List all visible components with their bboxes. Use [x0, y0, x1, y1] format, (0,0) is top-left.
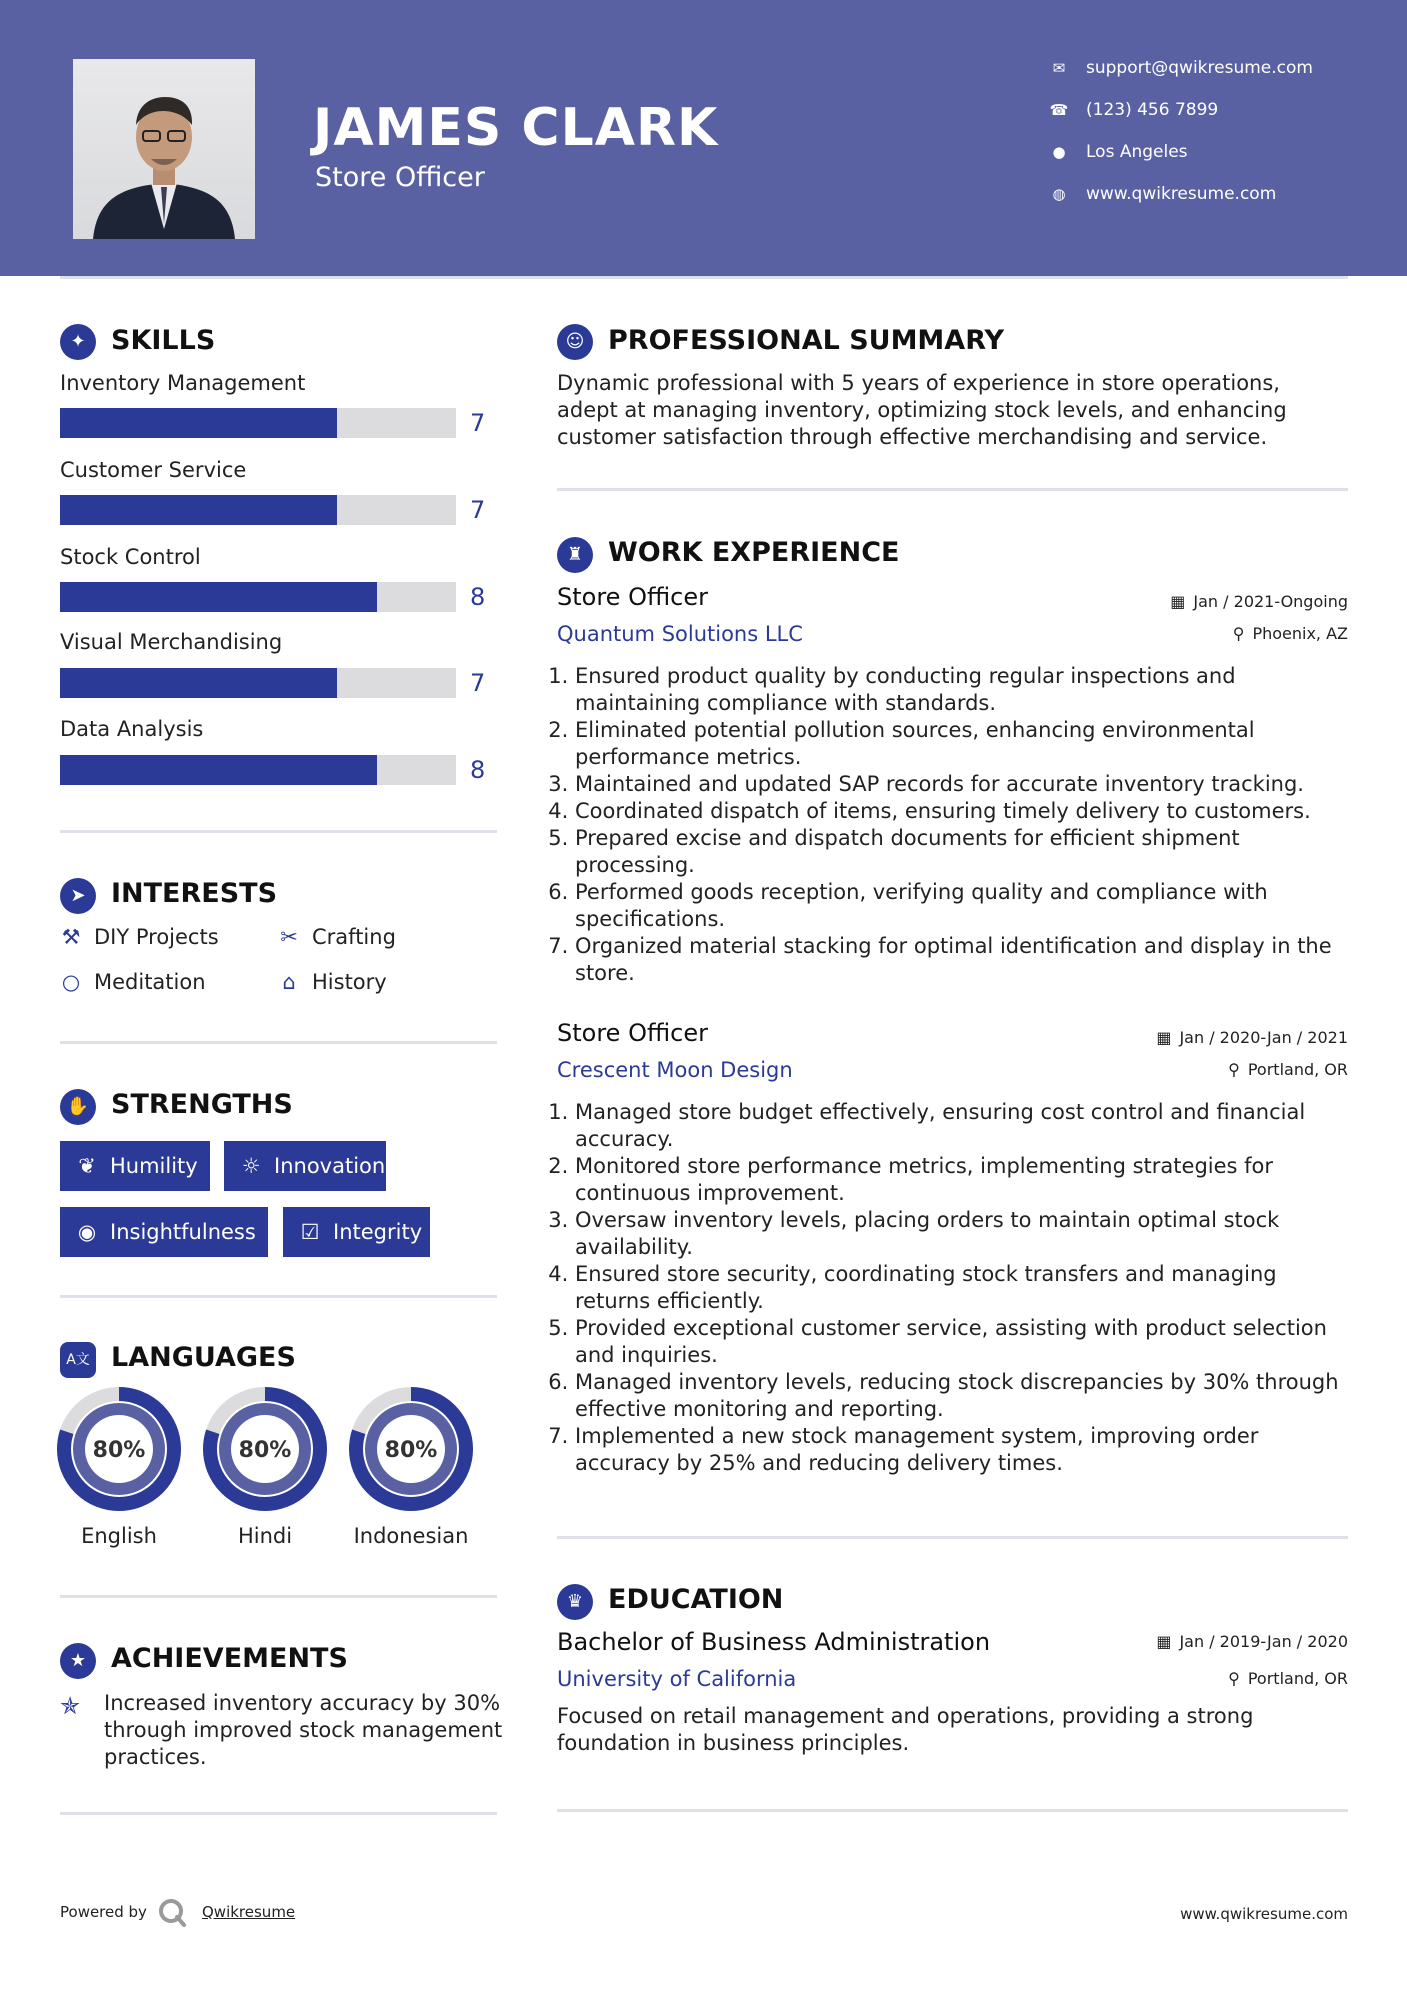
language-percent: 80%	[238, 1438, 292, 1463]
footer-website-link[interactable]: www.qwikresume.com	[1180, 1905, 1348, 1923]
strength-badge: ☼ Innovation	[224, 1141, 386, 1191]
scissors-icon: ✂	[280, 925, 298, 949]
star-icon: ✯	[60, 1692, 81, 1720]
skill-bar-fill	[60, 582, 377, 612]
skill-bar	[60, 582, 456, 612]
job-location: ⚲ Phoenix, AZ	[1232, 624, 1348, 643]
section-divider	[557, 488, 1348, 491]
skill-value: 7	[470, 669, 486, 697]
circle-icon: ○	[61, 970, 81, 994]
header-divider	[60, 276, 1348, 279]
translate-icon: A文	[60, 1342, 96, 1378]
skill-value: 8	[470, 756, 486, 784]
lightbulb-icon: ✦	[60, 324, 96, 360]
job-location: ⚲ Portland, OR	[1228, 1060, 1348, 1079]
language-percent: 80%	[384, 1438, 438, 1463]
language-donut	[349, 1387, 473, 1511]
skill-bar	[60, 755, 456, 785]
section-divider	[60, 1812, 497, 1815]
skill-bar	[60, 495, 456, 525]
list-item: 6. Managed inventory levels, reducing stock discrepancies by 30% through effective monitoring and reporting.	[575, 1369, 1347, 1423]
list-item: 2. Eliminated potential pollution sources, enhancing environmental performance metrics.	[575, 717, 1347, 771]
museum-icon: ⌂	[282, 970, 296, 994]
job-company: Quantum Solutions LLC	[557, 622, 803, 646]
pin-icon: ⚲	[1228, 1669, 1240, 1688]
skill-value: 7	[470, 409, 486, 437]
experience-title: WORK EXPERIENCE	[608, 537, 900, 568]
languages-title: LANGUAGES	[111, 1342, 296, 1373]
globe-icon: ◍	[1052, 185, 1066, 203]
education-dates: ▦ Jan / 2019-Jan / 2020	[1156, 1632, 1348, 1651]
resume-header	[0, 0, 1407, 276]
list-item: 4. Coordinated dispatch of items, ensuring timely delivery to customers.	[575, 798, 1347, 825]
brand-link[interactable]: Qwikresume	[202, 1903, 296, 1921]
job-bullets	[557, 1099, 1347, 1477]
skill-bar-fill	[60, 668, 337, 698]
skill-bar	[60, 668, 456, 698]
skill-label: Stock Control	[60, 545, 201, 569]
summary-title: PROFESSIONAL SUMMARY	[608, 325, 1005, 356]
language-label: English	[81, 1524, 157, 1548]
list-item: 7. Organized material stacking for optimal identification and display in the store.	[575, 933, 1347, 987]
strength-badge: ❦ Humility	[60, 1141, 210, 1191]
education-description: Focused on retail management and operations, providing a strong foundation in business principles.	[557, 1704, 1254, 1755]
contact-location: ● Los Angeles	[1048, 142, 1188, 162]
skill-label: Data Analysis	[60, 717, 204, 741]
candidate-name: JAMES CLARK	[313, 98, 719, 158]
skill-bar-fill	[60, 408, 337, 438]
job-bullets	[557, 663, 1347, 987]
skill-label: Customer Service	[60, 458, 247, 482]
language-donut	[203, 1387, 327, 1511]
degree-title: Bachelor of Business Administration	[557, 1628, 991, 1656]
list-item: 2. Monitored store performance metrics, implementing strategies for continuous improvement.	[575, 1153, 1347, 1207]
section-divider	[60, 830, 497, 833]
leaf-icon: ❦	[78, 1154, 96, 1178]
list-item: 3. Oversaw inventory levels, placing orders to maintain optimal stock availability.	[575, 1207, 1347, 1261]
envelope-icon: ✉	[1052, 59, 1066, 77]
user-icon: ☺	[557, 324, 593, 360]
strength-badge: ☑ Integrity	[283, 1207, 430, 1257]
section-divider	[60, 1595, 497, 1598]
section-divider	[60, 1041, 497, 1044]
list-item: 3. Maintained and updated SAP records for accurate inventory tracking.	[575, 771, 1347, 798]
powered-by-label: Powered by	[60, 1903, 147, 1921]
eye-icon: ◉	[77, 1220, 97, 1244]
section-divider	[557, 1536, 1348, 1539]
phone-icon: ☎	[1049, 101, 1069, 119]
star-badge-icon: ★	[60, 1643, 96, 1679]
interest-item: ⚒ DIY Projects	[61, 925, 219, 949]
summary-text: Dynamic professional with 5 years of experience in store operations, adept at managing inventory, optimizing stock levels, and enhancing customer satisfaction through effective merchandising and service.	[557, 371, 1287, 449]
skill-label: Visual Merchandising	[60, 630, 283, 654]
strengths-title: STRENGTHS	[111, 1089, 293, 1120]
skill-value: 7	[470, 496, 486, 524]
language-donut	[57, 1387, 181, 1511]
skill-label: Inventory Management	[60, 371, 306, 395]
job-title: Store Officer	[557, 1019, 708, 1047]
skill-bar-fill	[60, 495, 337, 525]
paper-plane-icon: ➤	[60, 878, 96, 914]
map-pin-icon: ●	[1052, 143, 1066, 161]
job-company: Crescent Moon Design	[557, 1058, 793, 1082]
contact-phone[interactable]: ☎ (123) 456 7899	[1049, 100, 1219, 120]
calendar-icon: ▦	[1170, 592, 1186, 611]
job-title: Store Officer	[557, 583, 708, 611]
language-label: Hindi	[237, 1524, 293, 1548]
school-name: University of California	[557, 1667, 797, 1691]
list-item: 1. Managed store budget effectively, ensuring cost control and financial accuracy.	[575, 1099, 1347, 1153]
wrench-icon: ⚒	[61, 925, 81, 949]
interest-item: ✂ Crafting	[278, 925, 396, 949]
skill-bar	[60, 408, 456, 438]
interest-item: ○ Meditation	[61, 970, 206, 994]
calendar-icon: ▦	[1156, 1028, 1172, 1047]
skills-title: SKILLS	[111, 325, 216, 356]
calendar-icon: ▦	[1156, 1632, 1172, 1651]
office-chair-icon: ♜	[557, 537, 593, 573]
contact-email[interactable]: ✉ support@qwikresume.com	[1048, 58, 1313, 78]
education-location: ⚲ Portland, OR	[1228, 1669, 1348, 1688]
interests-title: INTERESTS	[111, 878, 278, 909]
pin-icon: ⚲	[1232, 624, 1245, 643]
candidate-role: Store Officer	[315, 162, 485, 193]
pin-icon: ⚲	[1228, 1060, 1240, 1079]
contact-website[interactable]: ◍ www.qwikresume.com	[1048, 184, 1276, 204]
skill-value: 8	[470, 583, 486, 611]
list-item: 7. Implemented a new stock management system, improving order accuracy by 25% and reducing delivery times.	[575, 1423, 1347, 1477]
section-divider	[60, 1295, 497, 1298]
list-item: 1. Ensured product quality by conducting regular inspections and maintaining compliance with standards.	[575, 663, 1347, 717]
qwikresume-logo-icon	[157, 1897, 187, 1927]
check-square-icon: ☑	[300, 1220, 320, 1244]
list-item: 5. Prepared excise and dispatch documents for efficient shipment processing.	[575, 825, 1347, 879]
strength-badge: ◉ Insightfulness	[60, 1207, 268, 1257]
list-item: 6. Performed goods reception, verifying quality and compliance with specifications.	[575, 879, 1347, 933]
language-label: Indonesian	[353, 1524, 469, 1548]
interest-item: ⌂ History	[278, 970, 387, 994]
job-dates: ▦ Jan / 2021-Ongoing	[1170, 592, 1348, 611]
lightbulb-icon: ☼	[241, 1154, 261, 1178]
section-divider	[557, 1809, 1348, 1812]
achievement-text: Increased inventory accuracy by 30% through improved stock management practices.	[104, 1691, 503, 1769]
job-dates: ▦ Jan / 2020-Jan / 2021	[1156, 1028, 1348, 1047]
list-item: 4. Ensured store security, coordinating stock transfers and managing returns efficiently.	[575, 1261, 1347, 1315]
profile-photo	[73, 59, 255, 239]
skill-bar-fill	[60, 755, 377, 785]
graduate-icon: ♛	[557, 1584, 593, 1620]
education-title: EDUCATION	[608, 1584, 784, 1615]
hand-icon: ✋	[60, 1089, 96, 1125]
language-percent: 80%	[92, 1438, 146, 1463]
list-item: 5. Provided exceptional customer service, assisting with product selection and inquiries.	[575, 1315, 1347, 1369]
achievements-title: ACHIEVEMENTS	[111, 1643, 348, 1674]
